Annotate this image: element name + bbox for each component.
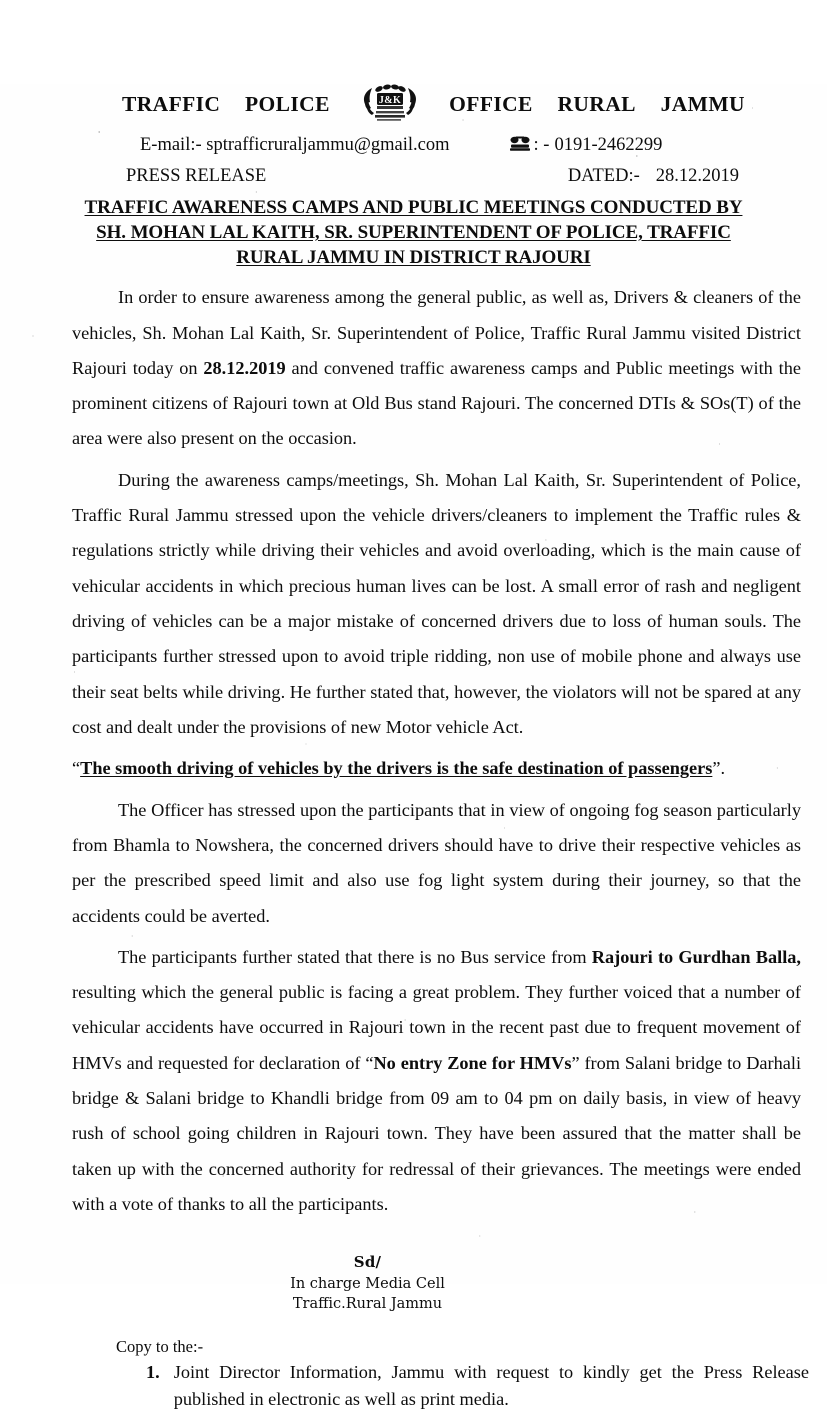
- press-release-label: PRESS RELEASE: [126, 166, 267, 186]
- dated-label: DATED:-: [567, 166, 640, 186]
- list-item-number: 1.: [146, 1361, 160, 1382]
- jammu-kashmir-emblem-icon: [357, 84, 423, 124]
- list-item: [146, 1359, 809, 1414]
- document-title: [18, 195, 809, 270]
- highlighted-quote: The smooth driving of vehicles by the drivers is the safe destination of passengers: [80, 758, 713, 779]
- document-page: [0, 84, 827, 1414]
- paragraph-4-part-c: ” from Salani bridge to Darhali bridge & Salani bridge to Khandli bridge from 09 am to 04 pm on daily basis, in view of heavy rush of school going children in Rajouri town. They have been assured that the matter shall be taken up with the concerned authority for redressal of their grievances. The meetings were ended with a vote of thanks to all the participants.: [72, 1052, 802, 1215]
- paragraph-4-route-bold: Rajouri to Gurdhan Balla,: [591, 946, 801, 967]
- title-line-3: RURAL JAMMU IN DISTRICT RAJOURI: [236, 247, 591, 269]
- paragraph-4: [72, 940, 801, 1223]
- title-line-1: TRAFFIC AWARENESS CAMPS AND PUBLIC MEETINGS CONDUCTED BY: [84, 197, 743, 218]
- date-block: [568, 166, 739, 187]
- paragraph-1-part-b: and convened traffic awareness camps and Public meetings with the prominent citizens of Rajouri town at Old Bus stand Rajouri. The concerned DTIs & SOs(T) of the area were also present on the occasion.: [72, 357, 802, 449]
- paragraph-4-part-b: resulting which the general public is facing a great problem. They further voiced that a number of vehicular accidents have occurred in Rajouri town in the recent past due to frequent movement of HMVs and requested for declaration of “: [72, 982, 801, 1073]
- letterhead-word-jammu: JAMMU: [660, 91, 745, 116]
- paragraph-2: During the awareness camps/meetings, Sh. Mohan Lal Kaith, Sr. Superintendent of Police, Traffic Rural Jammu stressed upon the vehicle drivers/cleaners to implement the Traffic rules & regulations strictly while driving their vehicles and avoid overloading, which is the main cause of vehicular accidents in which precious human lives can be lost. A small error of rash and negligent driving of vehicles can be a major mistake of concerned drivers due to loss of human souls. The participants further stressed upon to avoid triple ridding, non use of mobile phone and always use their seat belts while driving. He further stated that, however, the violators will not be spared at any cost and dealt under the provisions of new Motor vehicle Act.: [72, 469, 801, 737]
- title-line-2: SH. MOHAN LAL KAITH, SR. SUPERINTENDENT OF POLICE, TRAFFIC: [96, 222, 731, 244]
- phone-separator: : -: [533, 135, 550, 155]
- paragraph-4-part-a: The participants further stated that there is no Bus service from: [118, 946, 592, 967]
- paragraph-1: [72, 280, 801, 457]
- press-release-meta-row: [126, 166, 739, 187]
- letterhead-word-office: OFFICE: [449, 91, 533, 116]
- signature-designation: In charge Media Cell: [290, 1275, 445, 1292]
- letterhead-word-rural: RURAL: [557, 91, 636, 116]
- contact-line: [140, 133, 827, 156]
- quote-close-mark: ”.: [712, 758, 726, 779]
- copy-to-label: Copy to the:-: [116, 1336, 204, 1356]
- paragraph-1-part-a: In order to ensure awareness among the general public, as well as, Drivers & cleaners of the vehicles, Sh. Mohan Lal Kaith, Sr. Superintendent of Police, Traffic Rural Jammu visited District Rajouri today on: [72, 287, 801, 378]
- list-item-text: Joint Director Information, Jammu with request to kindly get the Press Release published in electronic as well as print media.: [173, 1361, 809, 1410]
- document-body: [72, 280, 813, 1222]
- document-date: 28.12.2019: [655, 166, 739, 186]
- letterhead: [122, 84, 745, 124]
- paragraph-4-zone-bold: No entry Zone for HMVs: [373, 1052, 572, 1073]
- quote-open-mark: “: [72, 758, 81, 779]
- email-block: [140, 135, 450, 156]
- email-address: sptrafficruraljammu@gmail.com: [206, 135, 450, 155]
- copy-to-list: [146, 1359, 809, 1414]
- quote-paragraph: [72, 751, 801, 786]
- telephone-icon: [508, 135, 532, 152]
- signature-block: [0, 1252, 735, 1314]
- letterhead-word-police: POLICE: [245, 91, 330, 116]
- letterhead-word-traffic: TRAFFIC: [122, 91, 221, 116]
- paragraph-1-date-bold: 28.12.2019: [203, 357, 286, 378]
- signature-office: Traffic.Rural Jammu: [292, 1296, 443, 1313]
- svg-text:J&K: J&K: [378, 95, 401, 106]
- phone-number: 0191-2462299: [554, 135, 663, 155]
- email-label: E-mail:-: [140, 135, 202, 155]
- paragraph-3: The Officer has stressed upon the participants that in view of ongoing fog season particularly from Bhamla to Nowshera, the concerned drivers should have to drive their respective vehicles as per the prescribed speed limit and also use fog light system during their journey, so that the accidents could be averted.: [72, 799, 801, 926]
- signature-sd: Sd/: [353, 1253, 382, 1272]
